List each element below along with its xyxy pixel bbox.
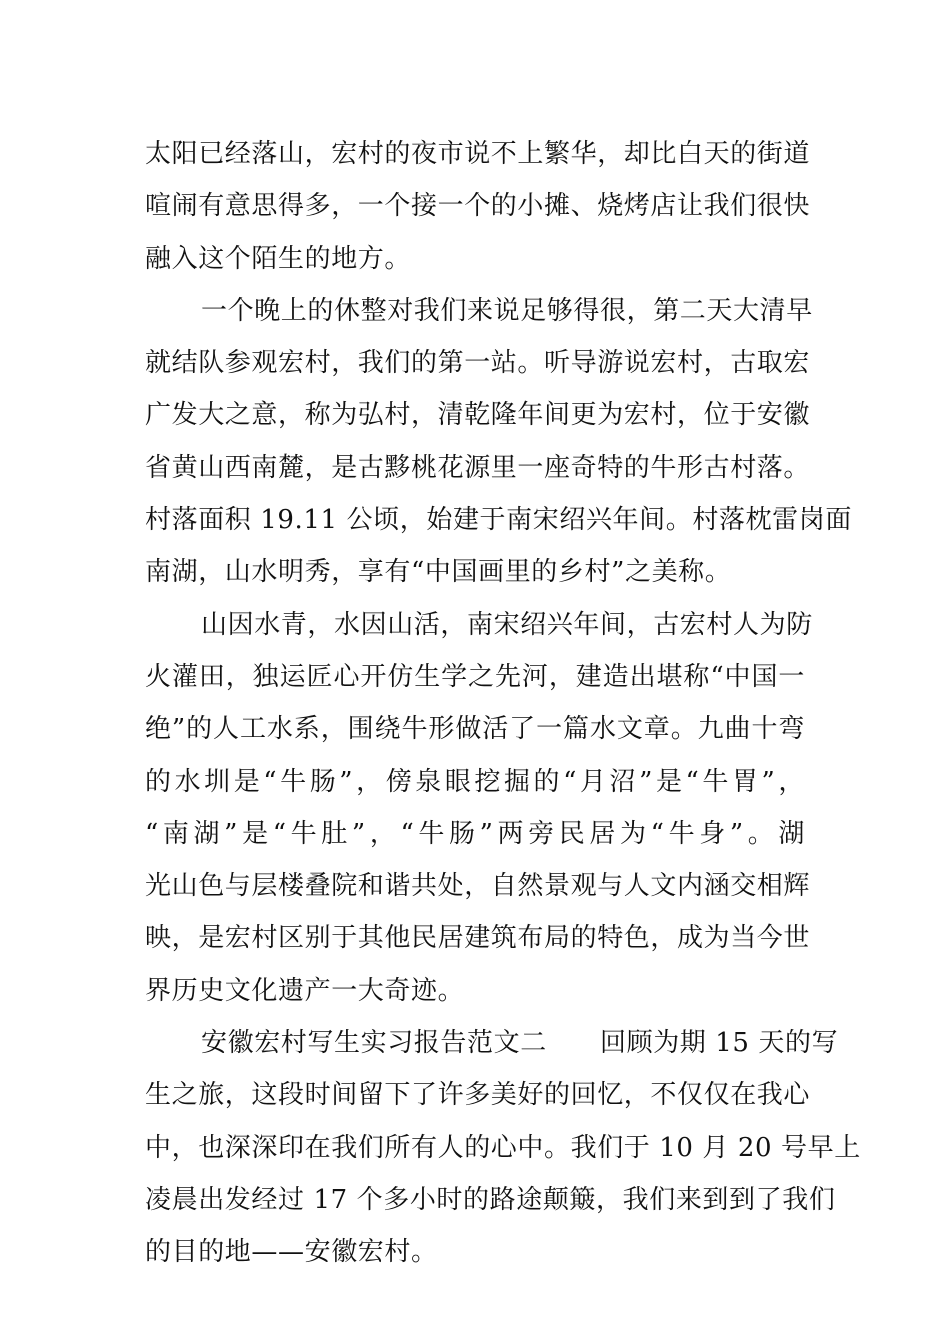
text-line: 映，是宏村区别于其他民居建筑布局的特色，成为当今世 (145, 923, 811, 954)
text-line: 村落面积 19.11 公顷，始建于南宋绍兴年间。村落枕雷岗面 (145, 505, 852, 536)
text-line: 中，也深深印在我们所有人的心中。我们于 10 月 20 号早上 (145, 1132, 861, 1163)
text-line: “南湖”是“牛肚”，“牛肠”两旁民居为“牛身”。湖 (145, 818, 805, 849)
text-line: 南湖，山水明秀，享有“中国画里的乡村”之美称。 (145, 557, 732, 588)
text-line: 生之旅，这段时间留下了许多美好的回忆，不仅仅在我心 (145, 1080, 811, 1111)
text-line: 光山色与层楼叠院和谐共处，自然景观与人文内涵交相辉 (145, 871, 811, 902)
text-line: 融入这个陌生的地方。 (145, 243, 412, 274)
text-line: 的目的地——安徽宏村。 (145, 1237, 438, 1268)
text-line: 的水圳是“牛肠”，傍泉眼挖掘的“月沼”是“牛胃”， (145, 766, 805, 797)
text-line: 喧闹有意思得多，一个接一个的小摊、烧烤店让我们很快 (145, 191, 811, 222)
text-line: 就结队参观宏村，我们的第一站。听导游说宏村，古取宏 (145, 348, 811, 379)
text-line: 火灌田，独运匠心开仿生学之先河，建造出堪称“中国一 (145, 661, 805, 692)
text-line: 广发大之意，称为弘村，清乾隆年间更为宏村，位于安徽 (145, 400, 811, 431)
paragraph-first-line: 安徽宏村写生实习报告范文二 回顾为期 15 天的写 (201, 1028, 839, 1059)
text-line: 界历史文化遗产一大奇迹。 (145, 975, 465, 1006)
text-line: 太阳已经落山，宏村的夜市说不上繁华，却比白天的街道 (145, 139, 811, 169)
text-line: 绝”的人工水系，围绕牛形做活了一篇水文章。九曲十弯 (145, 714, 805, 745)
text-line: 凌晨出发经过 17 个多小时的路途颠簸，我们来到到了我们 (145, 1184, 836, 1215)
paragraph-first-line: 一个晚上的休整对我们来说足够得很，第二天大清早 (201, 295, 813, 326)
paragraph-first-line: 山因水青，水因山活，南宋绍兴年间，古宏村人为防 (201, 609, 813, 640)
text-line: 省黄山西南麓，是古黟桃花源里一座奇特的牛形古村落。 (145, 452, 811, 483)
document-body (145, 128, 861, 1279)
